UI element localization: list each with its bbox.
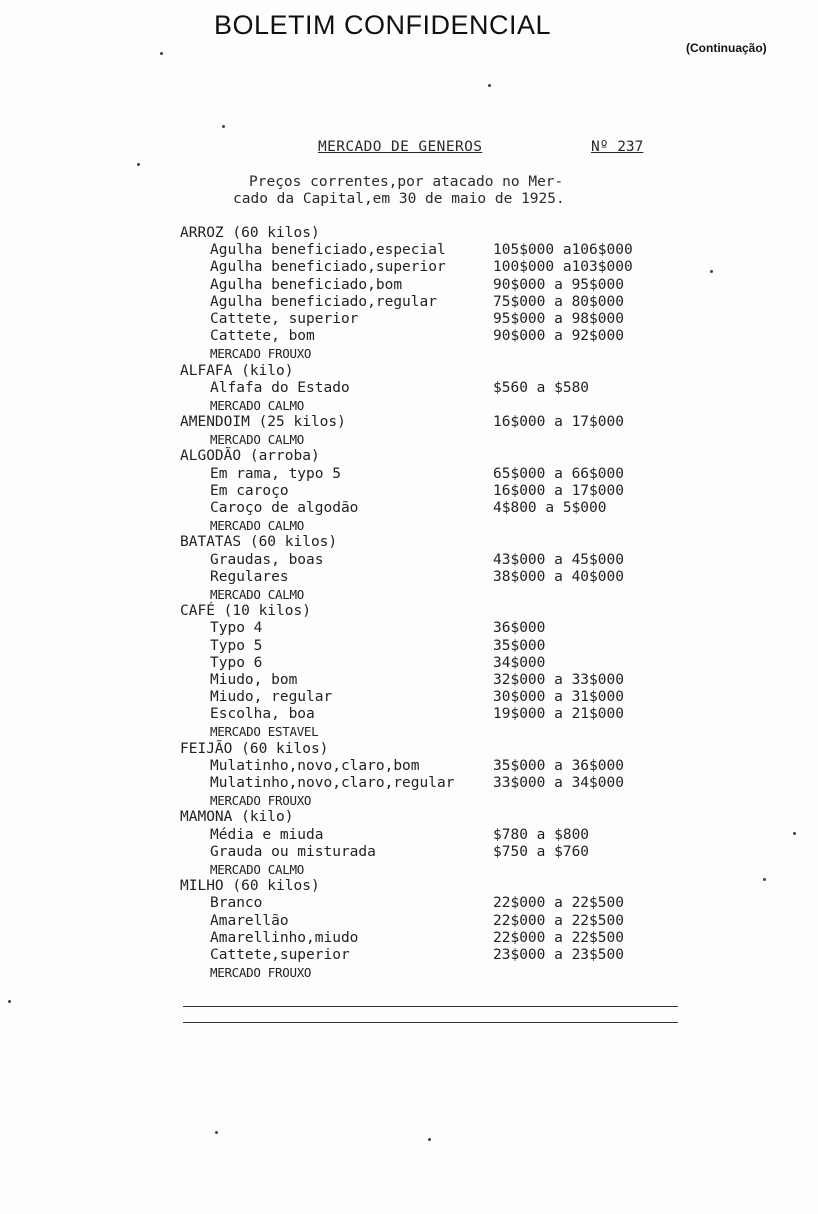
product-name: Agulha beneficiado,regular [210,293,437,310]
price-range: 19$000 a 21$000 [493,706,624,723]
product-name: Mulatinho,novo,claro,bom [210,757,420,774]
product-row [180,620,680,637]
product-name: Typo 5 [210,637,263,654]
product-row [180,706,680,723]
product-row [180,294,680,311]
bulletin-number: Nº 237 [591,139,644,155]
category-row [180,225,680,242]
market-status-row [180,792,680,809]
product-name: Caroço de algodão [210,500,359,516]
product-name: Grauda ou misturada [210,843,376,860]
category-row [180,878,680,895]
scan-speck [488,84,491,87]
price-range: 90$000 a 92$000 [493,328,624,345]
price-range: 95$000 a 98$000 [493,310,624,327]
category-row [180,363,680,380]
bulletin-title: BOLETIM CONFIDENCIAL [214,10,552,40]
product-row [180,689,680,706]
category-row [180,414,680,431]
market-status: MERCADO CALMO [210,432,304,448]
product-row [180,758,680,775]
scan-speck [710,270,713,273]
product-name: Typo 6 [210,654,263,671]
product-name: Em rama, typo 5 [210,465,341,482]
intro-text-line-2: cado da Capital,em 30 de maio de 1925. [233,191,565,207]
scan-speck [793,832,796,835]
product-name: Cattete, bom [210,328,315,345]
price-range: 22$000 a 22$500 [493,912,624,929]
product-row [180,552,680,569]
category-name: BATATAS (60 kilos) [180,534,338,551]
scan-speck [160,52,163,55]
product-name: Mulatinho,novo,claro,regular [210,775,455,791]
product-row [180,483,680,500]
product-name: Cattete,superior [210,946,350,963]
product-name: Agulha beneficiado,bom [210,276,403,293]
product-name: Graudas, boas [210,551,324,568]
category-row [180,809,680,826]
product-row [180,242,680,259]
market-status: MERCADO FROUXO [210,793,312,809]
continuation-label: (Continuação) [686,41,767,55]
price-range: $560 a $580 [493,379,590,396]
product-name: Typo 4 [210,620,263,637]
scan-speck [8,1000,11,1003]
intro-text-line-1: Preços correntes,por atacado no Mer- [249,174,564,190]
category-name: ALGODÃO (arroba) [180,448,320,465]
price-range: 35$000 a 36$000 [493,757,624,774]
price-range: $780 a $800 [493,826,590,843]
closing-rule-bottom [183,1022,678,1023]
market-status-row [180,723,680,740]
product-row [180,895,680,912]
category-name: ALFAFA (kilo) [180,362,294,379]
product-row [180,466,680,483]
product-row [180,672,680,689]
product-row [180,259,680,276]
product-row [180,844,680,861]
category-row [180,741,680,758]
market-status: MERCADO CALMO [210,861,304,877]
product-row [180,277,680,294]
category-name: MAMONA (kilo) [180,809,294,826]
market-status: MERCADO CALMO [210,586,304,602]
category-name: MILHO (60 kilos) [180,878,320,895]
market-section-title: MERCADO DE GENEROS [318,139,483,155]
price-range: 105$000 a106$000 [493,242,633,259]
product-row [180,380,680,397]
price-listing [180,225,680,981]
market-status: MERCADO FROUXO [210,965,312,981]
product-name: Branco [210,895,263,912]
category-name: FEIJÃO (60 kilos) [180,740,329,757]
category-row [180,448,680,465]
product-name: Miudo, bom [210,671,298,688]
product-row [180,311,680,328]
product-row [180,947,680,964]
price-range: 36$000 [493,620,546,637]
product-name: Amarellão [210,912,289,929]
product-name: Alfafa do Estado [210,379,350,396]
price-range: 4$800 a 5$000 [493,500,607,516]
product-name: Agulha beneficiado,especial [210,242,446,259]
price-range: 35$000 [493,637,546,654]
price-range: $750 a $760 [493,843,590,860]
market-status: MERCADO FROUXO [210,346,312,362]
product-name: Em caroço [210,482,289,499]
product-name: Miudo, regular [210,689,333,706]
product-row [180,827,680,844]
scan-speck [763,878,766,881]
product-row [180,638,680,655]
price-range: 34$000 [493,654,546,671]
product-row [180,655,680,672]
market-status-row [180,431,680,448]
category-name: ARROZ (60 kilos) [180,225,320,241]
product-row [180,775,680,792]
price-range: 16$000 a 17$000 [493,414,624,431]
scan-speck [222,125,225,128]
product-row [180,328,680,345]
market-status-row [180,586,680,603]
product-name: Agulha beneficiado,superior [210,259,446,276]
scan-speck [137,163,140,166]
product-name: Cattete, superior [210,310,359,327]
market-status-row [180,517,680,534]
price-range: 22$000 a 22$500 [493,929,624,946]
price-range: 100$000 a103$000 [493,259,633,276]
product-name: Regulares [210,568,289,585]
product-name: Escolha, boa [210,706,315,723]
category-name: CAFÉ (10 kilos) [180,603,311,620]
market-status-row [180,964,680,981]
market-status-row [180,861,680,878]
price-range: 32$000 a 33$000 [493,671,624,688]
category-name: AMENDOIM (25 kilos) [180,414,346,431]
market-status: MERCADO ESTAVEL [210,724,319,740]
scan-speck [215,1131,218,1134]
product-row [180,569,680,586]
market-status-row [180,345,680,362]
market-status: MERCADO CALMO [210,397,304,413]
category-row [180,603,680,620]
price-range: 33$000 a 34$000 [493,775,624,791]
product-row [180,913,680,930]
price-range: 90$000 a 95$000 [493,276,624,293]
closing-rule-top [183,1006,678,1007]
category-row [180,534,680,551]
market-status-row [180,397,680,414]
product-name: Média e miuda [210,826,324,843]
price-range: 23$000 a 23$500 [493,946,624,963]
product-row [180,500,680,517]
price-range: 38$000 a 40$000 [493,568,624,585]
price-range: 30$000 a 31$000 [493,689,624,706]
price-range: 16$000 a 17$000 [493,482,624,499]
price-range: 43$000 a 45$000 [493,551,624,568]
product-name: Amarellinho,miudo [210,929,359,946]
scan-speck [428,1138,431,1141]
price-range: 22$000 a 22$500 [493,895,624,912]
price-range: 65$000 a 66$000 [493,465,624,482]
market-status: MERCADO CALMO [210,518,304,534]
price-range: 75$000 a 80$000 [493,293,624,310]
product-row [180,930,680,947]
